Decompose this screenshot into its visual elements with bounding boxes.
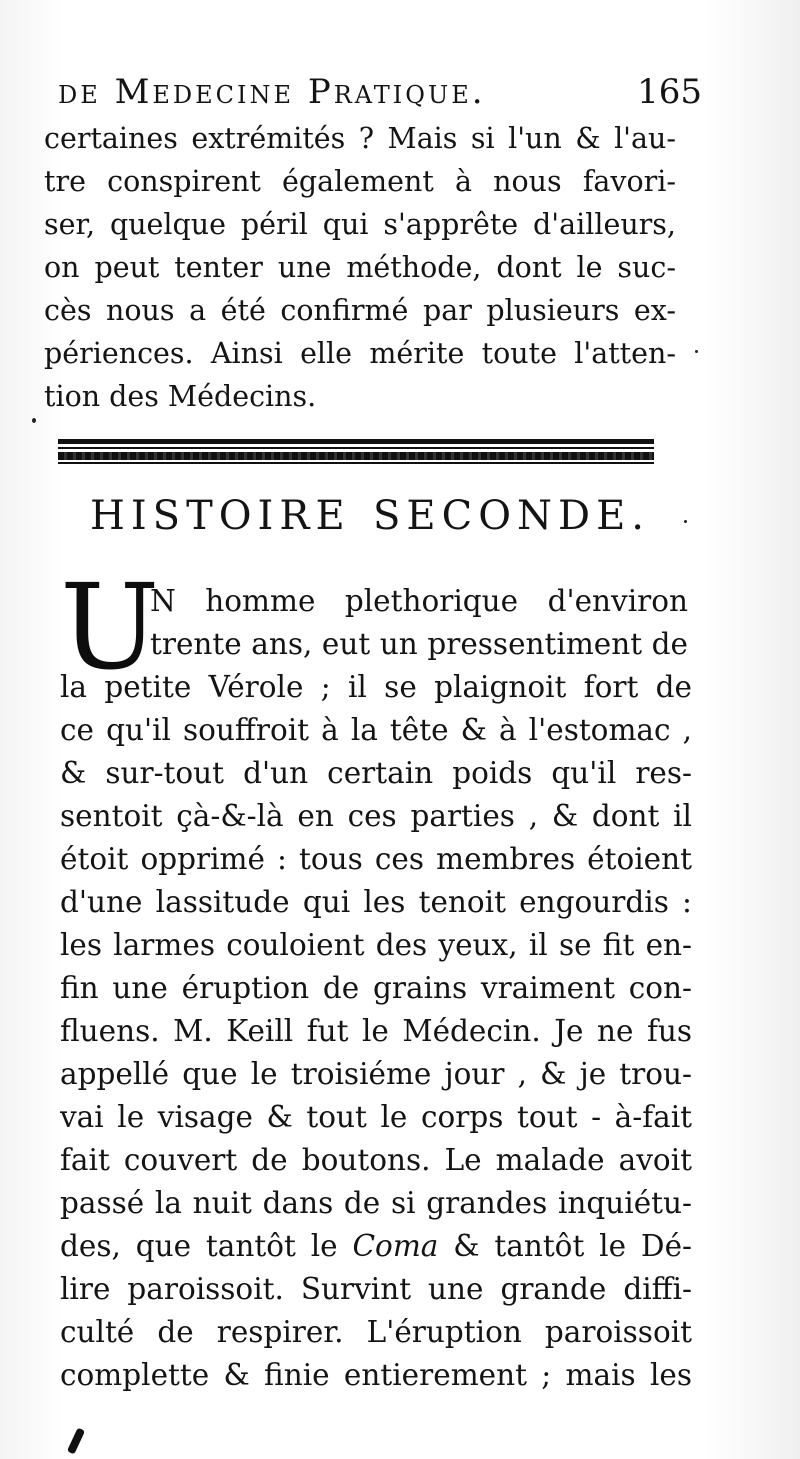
page-number: 165	[637, 72, 702, 112]
paragraph-2	[60, 666, 692, 1397]
ornamental-rule	[58, 452, 654, 460]
ink-speck	[695, 350, 698, 353]
text-line: fluens. M. Keill fut le Médecin. Je ne fus	[60, 1014, 692, 1048]
text-line: fait couvert de boutons. Le malade avoit	[60, 1143, 692, 1177]
ink-speck	[684, 520, 687, 523]
ink-speck	[32, 418, 36, 423]
text-line: sentoit çà-&-là en ces parties , & dont il	[60, 799, 692, 833]
italic-term: Coma	[352, 1229, 439, 1263]
paragraph-2-indented	[150, 580, 688, 666]
ornamental-rule	[58, 439, 654, 444]
running-head-title: de Medecine Pratique.	[58, 72, 486, 112]
text-line: N homme plethorique d'environ	[150, 584, 688, 618]
text-line: tre conspirent également à nous favori-	[44, 165, 676, 198]
text-line: d'une lassitude qui les tenoit engourdis :	[60, 885, 692, 919]
text-line: la petite Vérole ; il se plaignoit fort de	[60, 670, 692, 704]
text-line: ser, quelque péril qui s'apprête d'ailleurs,	[44, 208, 676, 241]
text-line: fin une éruption de grains vraiment con-	[60, 971, 692, 1005]
text-line: passé la nuit dans de si grandes inquiétu-	[60, 1186, 692, 1220]
text-line: appellé que le troisiéme jour , & je trou-	[60, 1057, 692, 1091]
section-heading: HISTOIRE SECONDE.	[90, 493, 650, 539]
ink-mark	[67, 1428, 85, 1455]
text-line: complette & finie entierement ; mais les	[60, 1358, 692, 1392]
text-line: les larmes couloient des yeux, il se fit en-	[60, 928, 692, 962]
text-line: vai le visage & tout le corps tout - à-fait	[60, 1100, 692, 1134]
text-line: cès nous a été confirmé par plusieurs ex-	[44, 294, 676, 327]
ornamental-rule	[58, 447, 654, 449]
text-line: étoit opprimé : tous ces membres étoient	[60, 842, 692, 876]
text-line: culté de respirer. L'éruption paroissoit	[60, 1315, 692, 1349]
text-line: certaines extrémités ? Mais si l'un & l'au-	[44, 122, 676, 155]
text-line: ce qu'il souffroit à la tête & à l'estomac ,	[60, 713, 692, 747]
ornamental-rule	[58, 462, 654, 464]
text-line: des, que tantôt le Coma & tantôt le Dé-	[60, 1229, 692, 1263]
text-line: trente ans, eut un pressentiment de	[150, 627, 688, 661]
text-line: tion des Médecins.	[44, 380, 317, 413]
drop-cap: U	[60, 558, 160, 696]
paragraph-1	[44, 117, 676, 418]
text-line: & sur-tout d'un certain poids qu'il res-	[60, 756, 692, 790]
text-line: on peut tenter une méthode, dont le suc-	[44, 251, 676, 284]
running-head	[58, 70, 702, 114]
text-line: lire paroissoit. Survint une grande diffi-	[60, 1272, 692, 1306]
text-line: périences. Ainsi elle mérite toute l'atten-	[44, 337, 676, 370]
